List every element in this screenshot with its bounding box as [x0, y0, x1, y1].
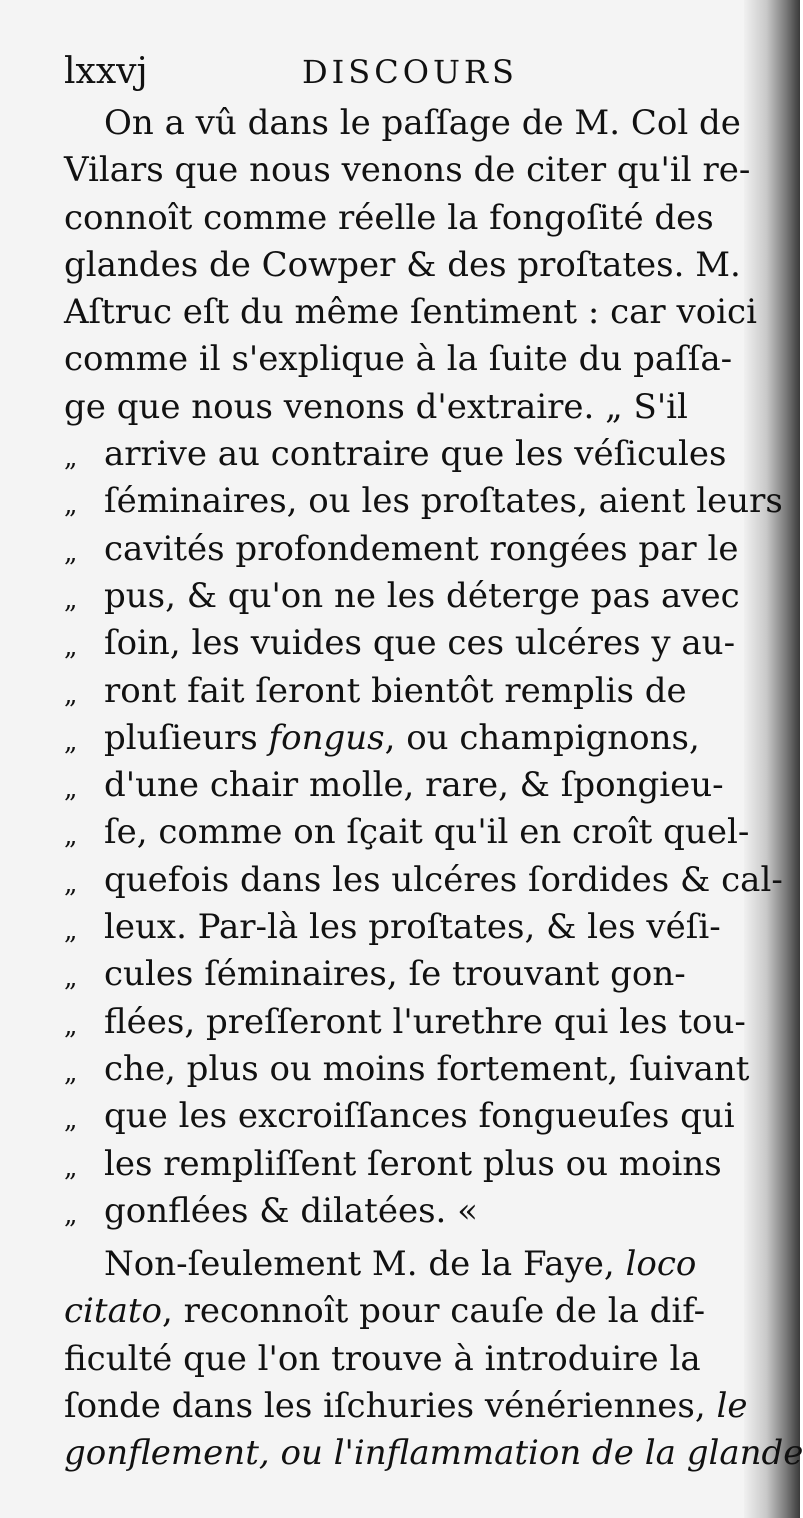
page-binding-edge [744, 0, 800, 1518]
quotation-mark: „ [64, 916, 78, 947]
line-text: leux. Par-là les proſtates, & les véſi- [104, 907, 721, 948]
quotation-mark: „ [64, 1199, 78, 1230]
line-text: ſonde dans les iſchuries vénériennes, [64, 1386, 717, 1427]
quotation-mark: „ [64, 584, 78, 615]
line-text: On a vû dans le paſſage de M. Col de [104, 103, 741, 143]
quoted-text-line [64, 668, 744, 715]
quoted-text-line [64, 857, 783, 904]
quoted-text-line [64, 1141, 744, 1188]
text-line [64, 147, 751, 194]
body-text [64, 100, 803, 1478]
quoted-text-line [64, 478, 783, 525]
page-text-block [64, 44, 803, 1478]
line-text: les rempliſſent ſeront plus ou moins [104, 1143, 722, 1184]
text-line [64, 384, 744, 431]
line-text: glandes de Cowper & des proſtates. M. [64, 244, 741, 285]
quotation-mark: „ [64, 726, 78, 757]
quoted-text-line [64, 620, 744, 667]
line-text: ge que nous venons d'extraire. „ S'il [64, 386, 688, 427]
text-line [64, 1383, 748, 1430]
quoted-text-line [64, 1046, 750, 1093]
text-line [64, 100, 744, 147]
quoted-text-line [64, 951, 744, 998]
quoted-text-line [64, 526, 744, 573]
page-header [64, 44, 744, 100]
quoted-text-line [64, 904, 744, 951]
line-text: ficulté que l'on trouve à introduire la [64, 1338, 701, 1379]
text-line [64, 1336, 744, 1383]
line-text: flées, preſſeront l'urethre qui les tou- [104, 1001, 746, 1042]
line-text: pluſieurs [104, 717, 269, 758]
quotation-mark: „ [64, 537, 78, 568]
line-text: cules ſéminaires, ſe trouvant gon- [104, 954, 686, 995]
line-text: que les excroiſſances fongueuſes qui [104, 1096, 735, 1137]
quotation-mark: „ [64, 679, 78, 710]
quoted-text-line [64, 431, 744, 478]
quoted-text-line [64, 573, 744, 620]
quoted-text-line [64, 1188, 744, 1235]
line-text: , ou champignons, [384, 717, 700, 758]
line-text: quefois dans les ulcéres ſordides & cal- [104, 859, 783, 900]
line-text: d'une chair molle, rare, & ſpongieu- [104, 765, 724, 806]
line-text: Vilars que nous venons de citer qu'il re- [64, 150, 751, 191]
line-text: cavités profondement rongées par le [104, 528, 739, 569]
quotation-mark: „ [64, 490, 78, 521]
line-text: connoît comme réelle la fongoſité des [64, 197, 714, 238]
text-line [64, 195, 744, 242]
line-text: gonflées & dilatées. « [104, 1190, 478, 1231]
quotation-mark: „ [64, 1105, 78, 1136]
line-text: comme il s'explique à la ſuite du paſſa- [64, 339, 733, 380]
italic-text: fongus [268, 717, 385, 758]
text-line [64, 1241, 744, 1288]
line-text: Non-ſeulement M. de la Faye, [104, 1244, 626, 1285]
italic-text: le [716, 1386, 748, 1427]
quotation-mark: „ [64, 1057, 78, 1088]
quotation-mark: „ [64, 1152, 78, 1183]
text-line [64, 289, 757, 336]
quotation-mark: „ [64, 774, 78, 805]
quoted-text-line [64, 809, 750, 856]
line-text: Aſtruc eſt du même ſentiment : car voici [64, 292, 757, 333]
line-text: che, plus ou moins fortement, ſuivant [104, 1048, 750, 1089]
page-number: lxxvj [64, 51, 148, 92]
quoted-text-line [64, 715, 744, 762]
text-line [64, 242, 744, 289]
running-title: DISCOURS [302, 53, 518, 91]
quotation-mark: „ [64, 443, 78, 474]
quotation-mark: „ [64, 821, 78, 852]
quotation-mark: „ [64, 868, 78, 899]
quotation-mark: „ [64, 632, 78, 663]
line-text: pus, & qu'on ne les déterge pas avec [104, 575, 740, 616]
quoted-text-line [64, 762, 744, 809]
line-text: ront fait ſeront bientôt remplis de [104, 670, 687, 711]
line-text: arrive au contraire que les véſicules [104, 434, 727, 475]
italic-text: citato [64, 1291, 162, 1332]
quoted-text-line [64, 999, 744, 1046]
line-text: ſoin, les vuides que ces ulcéres y au- [104, 623, 736, 664]
italic-text: gonflement, ou l'inflammation de la glande [64, 1433, 803, 1474]
quotation-mark: „ [64, 1010, 78, 1041]
text-line [64, 1288, 744, 1335]
text-line [64, 336, 744, 383]
text-line [64, 1430, 803, 1477]
line-text: ſe, comme on ſçait qu'il en croît quel- [104, 812, 750, 853]
line-text: ſéminaires, ou les proſtates, aient leurs [104, 481, 783, 522]
quoted-text-line [64, 1093, 744, 1140]
quotation-mark: „ [64, 963, 78, 994]
line-text: , reconnoît pour cauſe de la dif- [161, 1291, 706, 1332]
italic-text: loco [625, 1244, 697, 1285]
